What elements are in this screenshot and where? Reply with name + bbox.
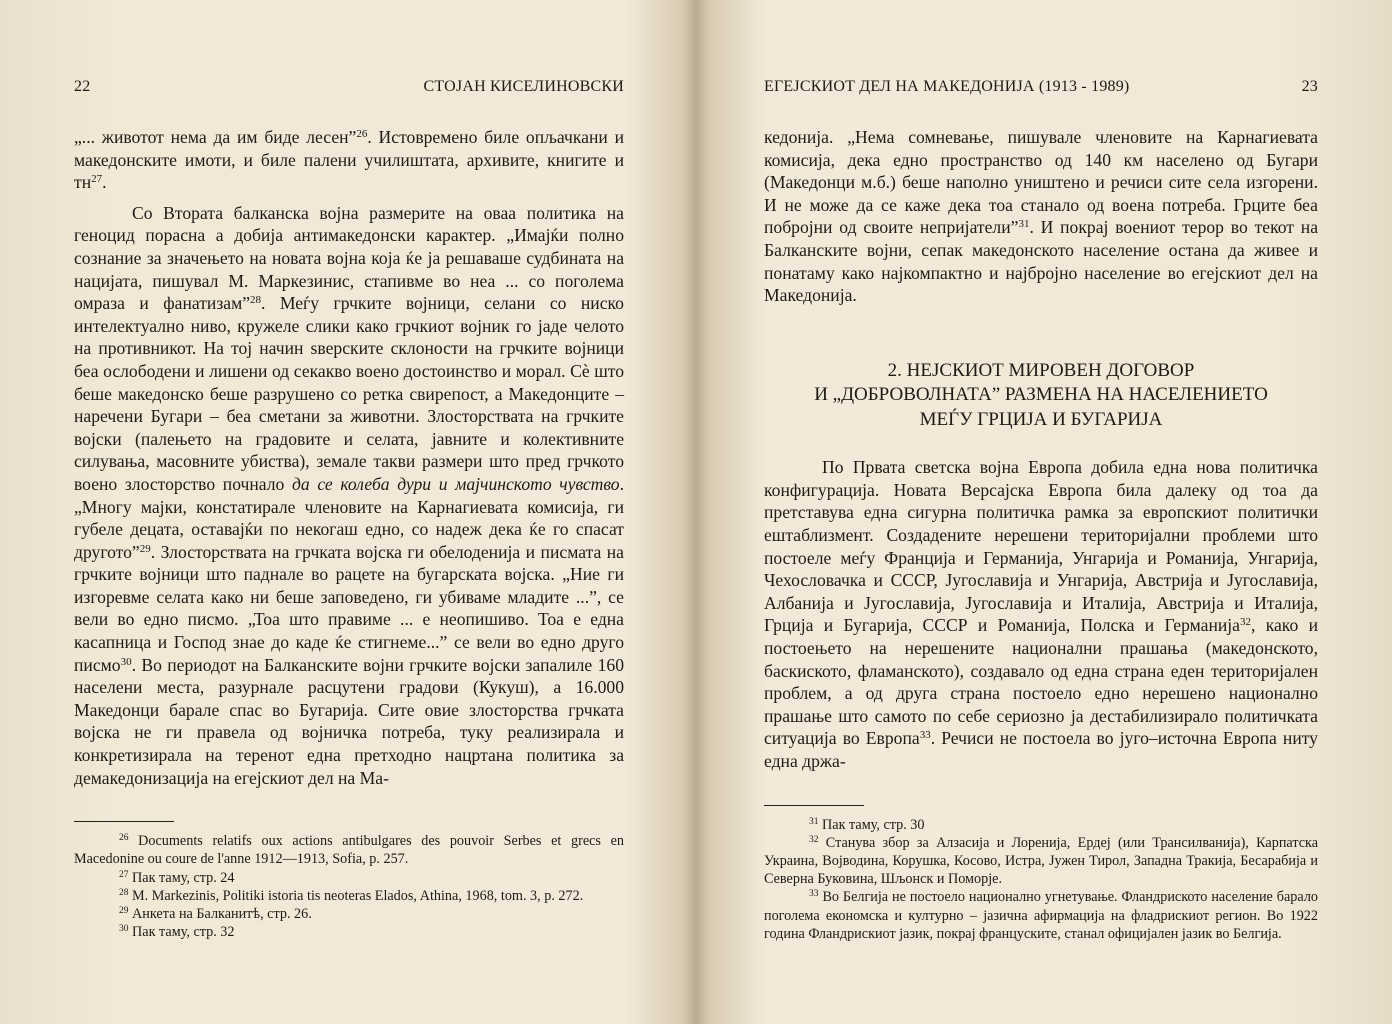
left-running-head-title: СТОЈАН КИСЕЛИНОВСКИ [423,78,624,95]
footnote-number: 26 [119,833,129,844]
footnote [764,888,1318,943]
footnote-text: Станува збор за Алзасија и Лоренија, Ердеј (или Трансилванија), Карпатска Украина, Војводина, Корушка, Косово, Истра, Јужен Тирол, Западна Тракија, Бесарабија и Северна Буковина, Шљонск и Поморје. [764,834,1318,888]
heading-line: МЕЃУ ГРЦИЈА И БУГАРИЈА [919,408,1163,430]
right-footnote-divider [764,805,864,806]
right-page-number: 23 [1301,78,1318,95]
text-run: „... животот нема да им биде лесен” [74,127,357,147]
footnote-number: 31 [809,816,819,827]
left-running-head [74,78,624,98]
text-run: . Меѓу грчките војници, селани со ниско интелектуално ниво, кружеле слики како грчкиот војник го јаде челото на противникот. На тој начин ѕверските склоности на грчките војници беа ослободени и лишени од секакво воено достоинство и морал. Сè што беше македонско беше разрушено со ретка свирепост, а Македонците – наречени Бугари – беа сметани за животни. Злосторствата на грчките војски (палењето на градовите и селата, јавните и колективните силувања, масовните убиства), земале такви размери што пред грчкото воено злосторство почнало [74,293,624,494]
text-run: По Првата светска војна Европа добила една нова политичка конфигурација. Новата Версајска Европа била далеку од тоа да претставува една сигурна политичка рамка за европскиот политички ештаблизмент. Создадените нерешени територијални проблеми што постоеле меѓу Франција и Германија, Унгарија и Романија, Унгарија, Чехословачка и СССР, Југославија и Унгарија, Австрија и Југославија, Албанија и Југославија, Југославија и Италија, Австрија и Италија, Грција и Бугарија, СССР и Романија, Полска и Германија [764,457,1318,636]
footnote-ref: 26 [356,128,368,140]
footnote-ref: 28 [250,294,262,307]
left-page-number: 22 [74,78,91,95]
right-running-head [764,78,1318,98]
right-running-head-title: ЕГЕЈСКИОТ ДЕЛ НА МАКЕДОНИЈА (1913 - 1989) [764,78,1130,95]
left-footnote-divider [74,821,174,822]
footnote-text: M. Markezinis, Politiki istoria tis neoteras Elados, Athina, 1968, tom. 3, p. 272. [128,887,584,904]
footnote [74,832,624,868]
text-run: Со Втората балканска војна размерите на оваа политика на геноцид порасна а добија антимакедонски карактер. „Имајќи полно сознание за значењето на новата војна која ќе ја решаваше судбината на нацијата, пишувал М. Маркезинис, стапивме во неа ... со поголема омраза и фанатизам” [74,202,624,314]
right-paragraph-2 [764,456,1318,772]
right-paragraph-1 [764,126,1318,307]
heading-line: 2. НЕЈСКИОТ МИРОВЕН ДОГОВОР [887,359,1195,381]
footnote-number: 27 [119,869,129,880]
footnote-text: Пак таму, стр. 32 [128,924,235,941]
text-run: . Речиси не постоела во југо–источна Европа ниту една држа- [764,728,1318,771]
footnote [74,869,624,887]
section-heading [764,359,1318,433]
footnote-text: Documents relatifs oux actions antibulgares des pouvoir Serbes et grecs en Macedonine ou coure de l'anne 1912—1913, Sofia, p. 257. [74,833,624,868]
footnote-number: 30 [119,924,129,935]
text-run: . И покрај воениот терор во текот на Балканските војни, сепак македонското население остана да живее и понатаму како најкомпактно и најбројно население во егејскиот дел на Македонија. [764,217,1318,306]
footnote-text: Пак таму, стр. 30 [818,816,925,833]
footnote [764,834,1318,889]
footnote-ref: 29 [139,542,151,555]
right-body-text-2 [764,456,1318,772]
left-footnotes [74,832,624,941]
footnote-number: 28 [119,887,129,898]
left-paragraph-2 [74,202,624,789]
footnote-text: Анкета на Балканитѣ, стр. 26. [128,906,312,923]
text-run: . Во периодот на Балканските војни грчките војски запалиле 160 населени места, разурнале расцутени градови (Кукуш), а 16.000 Македонци барале спас во Бугарија. Сите овие злосторства грчката војска не ги правела од војничка потреба, туку реализирала и конкретизирала на теренот една претходно нацртана политика за демакедонизација на егејскиот дел на Ма- [74,654,624,788]
text-run: . Злосторствата на грчката војска ги обелоденија и писмата на грчките војници што паднале во рацете на бугарската војска. „Ние ги изгоревме селата како ни беше заповедено, ги убиваме младите ...”, се вели во едно писмо. „Тоа што правиме ... е неопишиво. Тоа е една касапница и Господ знае до каде ќе стигнеме...” се вели во едно друго писмо [74,541,624,675]
footnote [764,816,1318,834]
text-run: кедонија. „Нема сомневање, пишувале членовите на Карнагиевата комисија, дека едно пространство од 140 км населено од Бугари (Македонци м.б.) беше наполно уништено и речиси сите села изгорени. И не може да се каже дека тоа станало од воена потреба. Грците беа побројни од своите непријатели” [764,127,1318,238]
footnote-ref: 30 [120,655,132,668]
footnote-ref: 32 [1240,616,1251,629]
footnote [74,923,624,941]
footnote [74,905,624,923]
footnote-ref: 31 [1018,218,1030,231]
text-run: . Истовремено биле опљачкани и македонските имоти, и биле палени училиштата, архивите, книгите и тн [74,127,625,193]
text-run: . [102,172,107,193]
right-page [700,0,1392,1024]
footnote-text: Пак таму, стр. 24 [128,869,235,886]
text-run: . „Многу мајки, констатирале членовите на Карнагиевата комисија, ги губеле децата, оставајќи по некогаш едно, со надеж дека ќе го спасат другото” [74,473,624,562]
left-paragraph-1 [74,126,624,194]
footnote-ref: 27 [91,173,103,186]
footnote-number: 33 [809,889,819,900]
left-page [0,0,686,1024]
left-body-text [74,126,624,789]
italic-text-run: да се колеба дури и мајчинското чувство [292,473,620,494]
footnote-number: 32 [809,834,819,845]
footnote-ref: 33 [919,729,931,742]
footnote-text: Во Белгија не постоело национално угнетување. Фландриското население барало поголема економска и културно – јазична афирмација на фладрискиот регион. Во 1922 година Фландрискиот јазик, покрај француските, станал официјален јазик во Белгија. [764,889,1318,942]
right-body-text [764,126,1318,307]
text-run: , како и постоењето на нерешените национални прашања (македонското, баскиското, фламанското), создавало од една страна еден територијален проблем, а од друга страна постоело едно нерешено национално прашање што самото по себе сериозно ја дестабилизирало политичката ситуација во Европа [764,615,1318,749]
right-footnotes [764,816,1318,943]
heading-line: И „ДОБРОВОЛНАТА” РАЗМЕНА НА НАСЕЛЕНИЕТО [814,384,1268,406]
footnote [74,887,624,905]
footnote-number: 29 [119,906,129,917]
